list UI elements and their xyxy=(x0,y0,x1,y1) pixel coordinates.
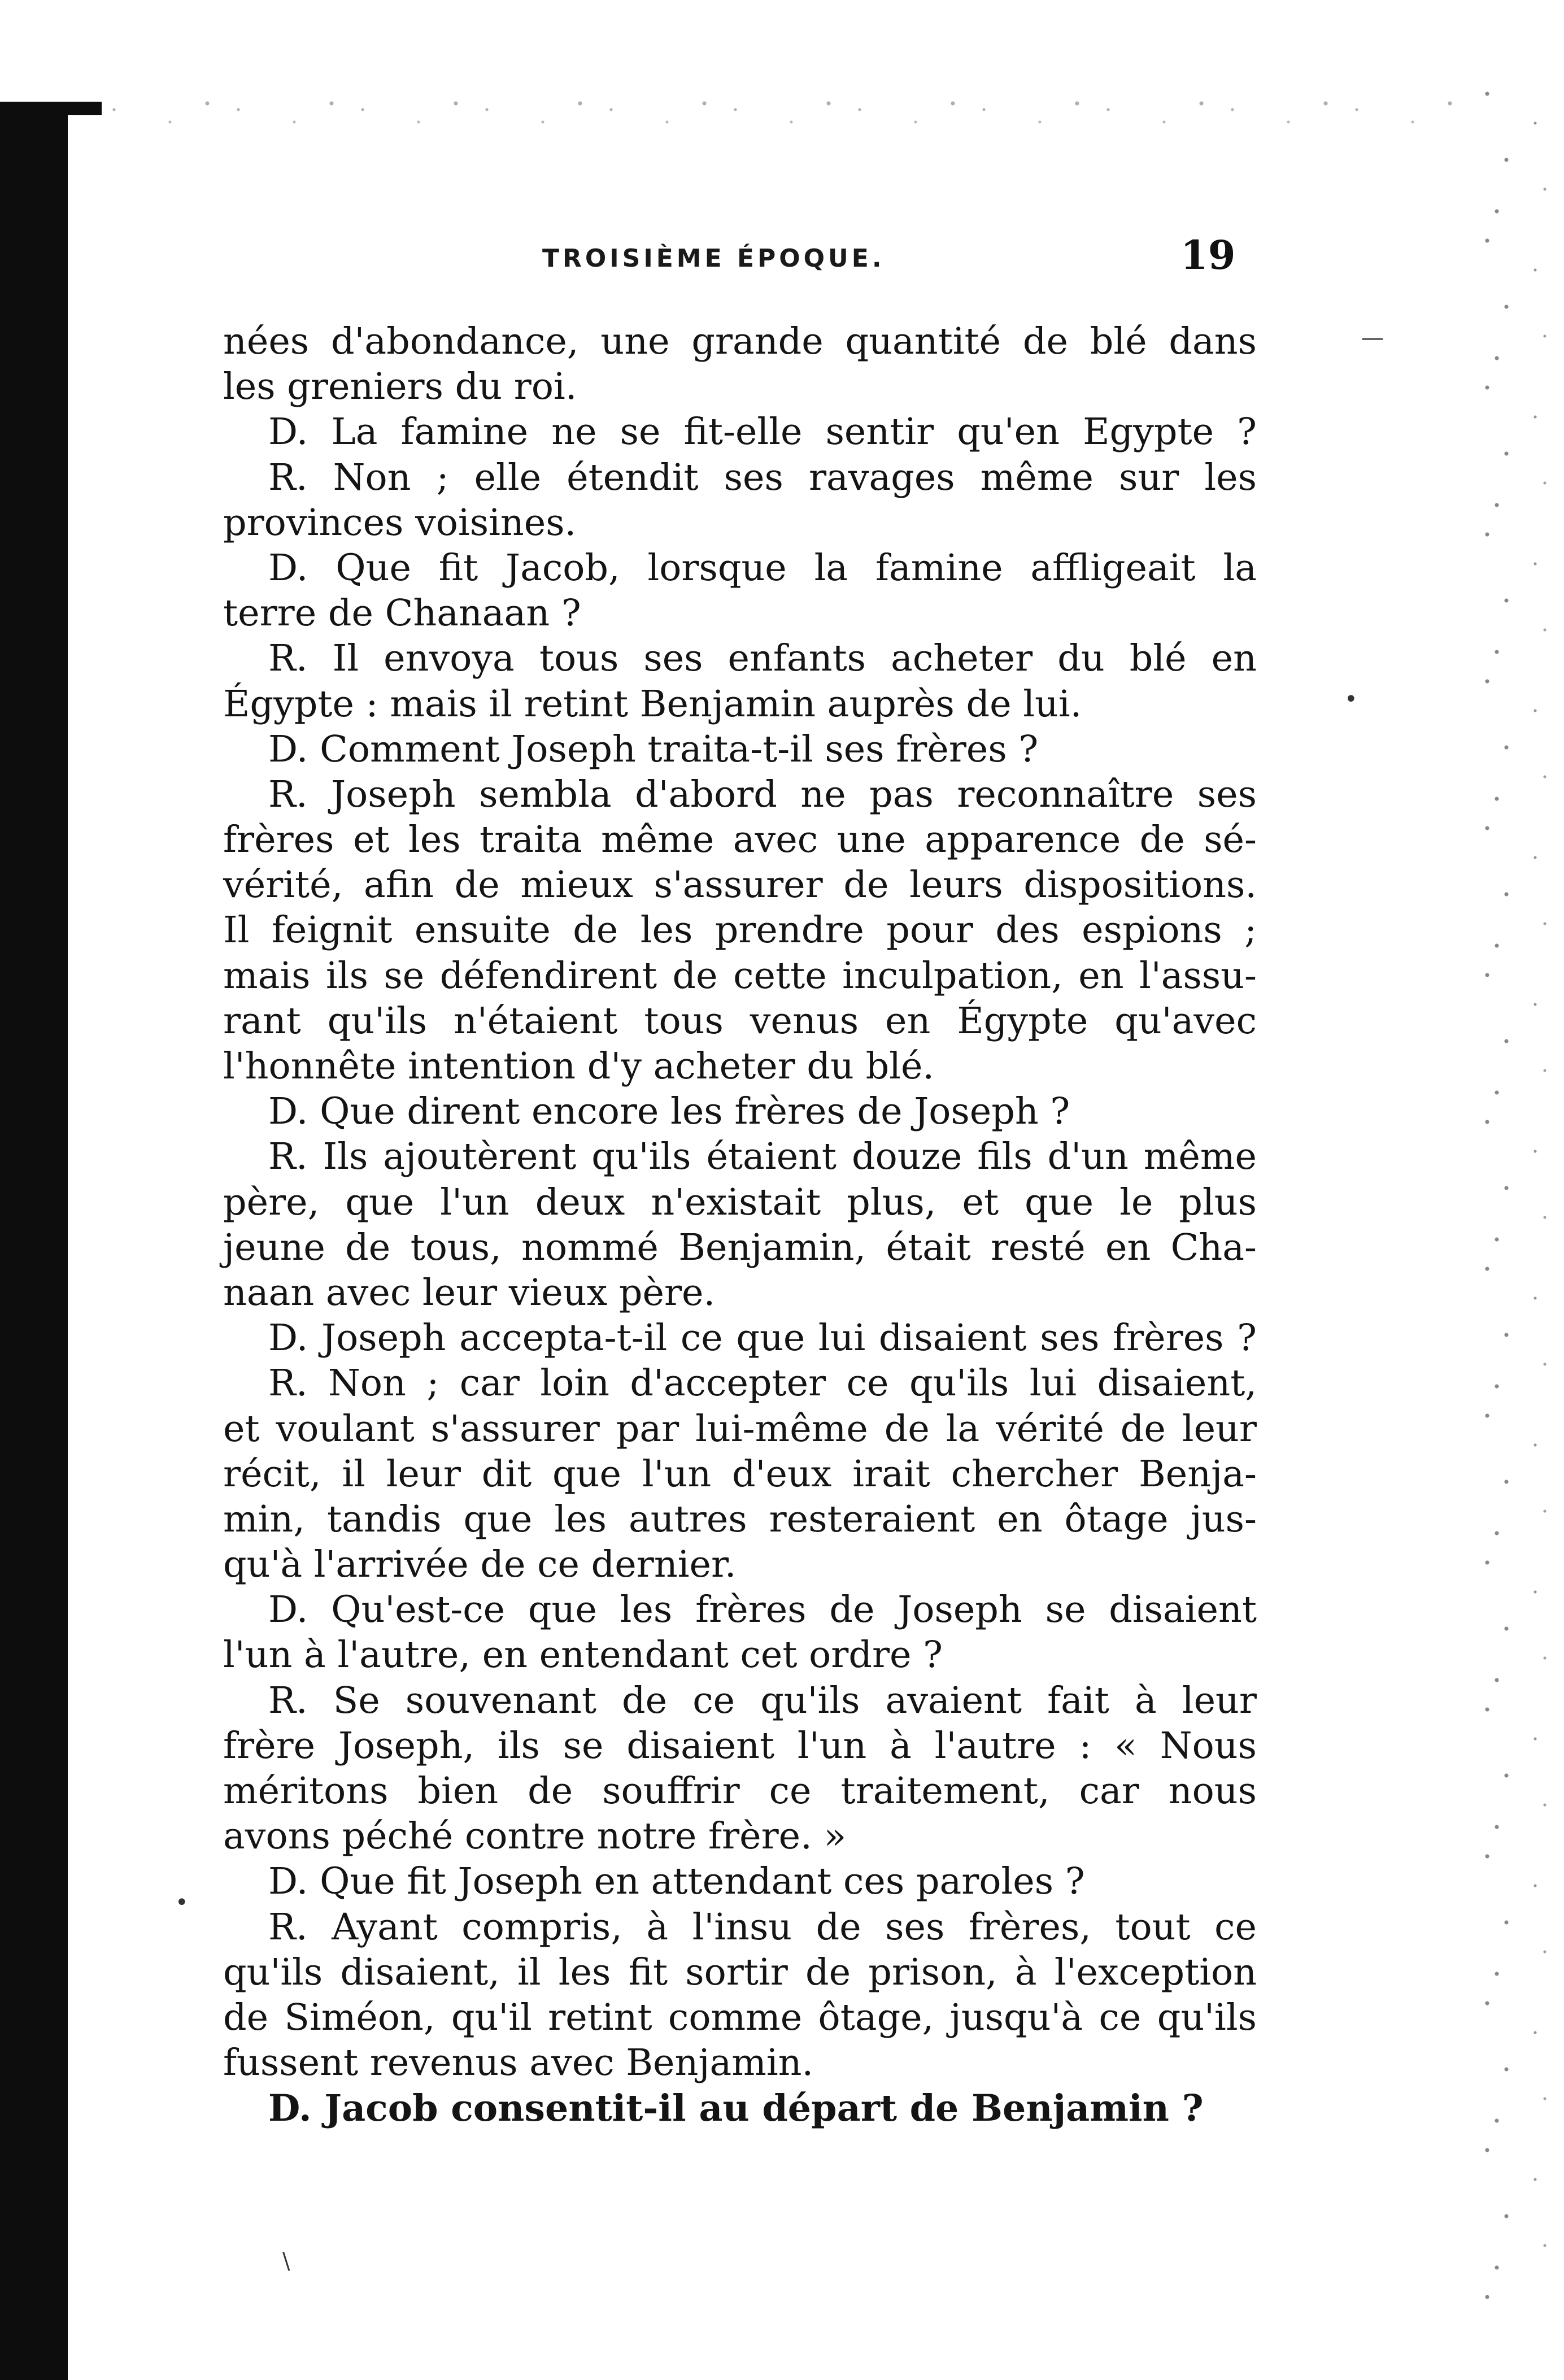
running-head: TROISIÈME ÉPOQUE. xyxy=(542,244,885,273)
text-line: D. La famine ne se fit-elle sentir qu'en Egypte ? xyxy=(268,411,1257,454)
text-line: D. Que dirent encore les frères de Joseph ? xyxy=(268,1090,1070,1133)
text-line: R. Non ; elle étendit ses ravages même sur les xyxy=(268,456,1257,499)
text-line: D. Que fit Jacob, lorsque la famine affligeait la xyxy=(268,546,1257,589)
text-line: R. Joseph sembla d'abord ne pas reconnaître ses xyxy=(268,773,1257,816)
text-line: mais ils se défendirent de cette inculpation, en l'assu- xyxy=(223,954,1257,997)
text-line: R. Se souvenant de ce qu'ils avaient fait à leur xyxy=(268,1679,1257,1722)
text-line: terre de Chanaan ? xyxy=(223,592,581,635)
text-line: R. Il envoya tous ses enfants acheter du blé en xyxy=(268,637,1257,680)
text-line: provinces voisines. xyxy=(223,501,577,544)
page-text xyxy=(223,319,1257,2131)
text-line: min, tandis que les autres resteraient en ôtage jus- xyxy=(223,1498,1257,1541)
text-line: frère Joseph, ils se disaient l'un à l'autre : « Nous xyxy=(223,1724,1257,1767)
text-line: Il feignit ensuite de les prendre pour des espions ; xyxy=(223,909,1257,952)
text-line: qu'ils disaient, il les fit sortir de prison, à l'exception xyxy=(223,1951,1257,1994)
text-line: D. Joseph accepta-t-il ce que lui disaient ses frères ? xyxy=(268,1317,1257,1360)
text-line: et voulant s'assurer par lui-même de la vérité de leur xyxy=(223,1407,1257,1450)
text-line: frères et les traita même avec une apparence de sé- xyxy=(223,819,1257,862)
text-line: R. Ayant compris, à l'insu de ses frères, tout ce xyxy=(268,1905,1257,1948)
margin-dot-mark: • xyxy=(1344,686,1358,712)
text-line: Égypte : mais il retint Benjamin auprès de lui. xyxy=(223,682,1082,725)
scan-edge-shadow xyxy=(0,102,68,2380)
text-line: vérité, afin de mieux s'assurer de leurs dispositions. xyxy=(223,864,1257,907)
text-line: D. Que fit Joseph en attendant ces paroles ? xyxy=(268,1860,1085,1903)
text-line: père, que l'un deux n'existait plus, et que le plus xyxy=(223,1181,1257,1224)
page-number: 19 xyxy=(1180,232,1236,279)
text-line: rant qu'ils n'étaient tous venus en Égypte qu'avec xyxy=(223,999,1257,1042)
scan-noise-top xyxy=(102,85,1469,147)
text-line: les greniers du roi. xyxy=(223,366,577,408)
text-line: jeune de tous, nommé Benjamin, était resté en Cha- xyxy=(223,1226,1257,1269)
text-line: D. Qu'est-ce que les frères de Joseph se disaient xyxy=(268,1589,1257,1631)
text-line: méritons bien de souffrir ce traitement, car nous xyxy=(223,1770,1257,1812)
text-line: récit, il leur dit que l'un d'eux irait chercher Benja- xyxy=(223,1452,1257,1495)
margin-dash-mark: — xyxy=(1361,325,1384,351)
text-line: nées d'abondance, une grande quantité de blé dans xyxy=(223,320,1257,363)
text-line: fussent revenus avec Benjamin. xyxy=(223,2042,814,2085)
text-line: D. Comment Joseph traita-t-il ses frères ? xyxy=(268,728,1039,771)
text-line: D. Jacob consentit-il au départ de Benjamin ? xyxy=(268,2087,1204,2130)
margin-stroke-mark: \ xyxy=(282,2248,290,2274)
margin-dot-mark: • xyxy=(175,1890,189,1916)
text-line: de Siméon, qu'il retint comme ôtage, jusqu'à ce qu'ils xyxy=(223,1996,1257,2039)
text-line: naan avec leur vieux père. xyxy=(223,1271,716,1314)
text-line: R. Ils ajoutèrent qu'ils étaient douze fils d'un même xyxy=(268,1135,1257,1178)
scan-noise-right xyxy=(1468,79,1564,2311)
scan-edge-notch xyxy=(0,102,102,115)
text-line: avons péché contre notre frère. » xyxy=(223,1815,847,1858)
text-line: l'un à l'autre, en entendant cet ordre ? xyxy=(223,1634,943,1677)
text-line: R. Non ; car loin d'accepter ce qu'ils lui disaient, xyxy=(268,1362,1257,1405)
text-line: qu'à l'arrivée de ce dernier. xyxy=(223,1543,737,1586)
text-line: l'honnête intention d'y acheter du blé. xyxy=(223,1045,935,1087)
